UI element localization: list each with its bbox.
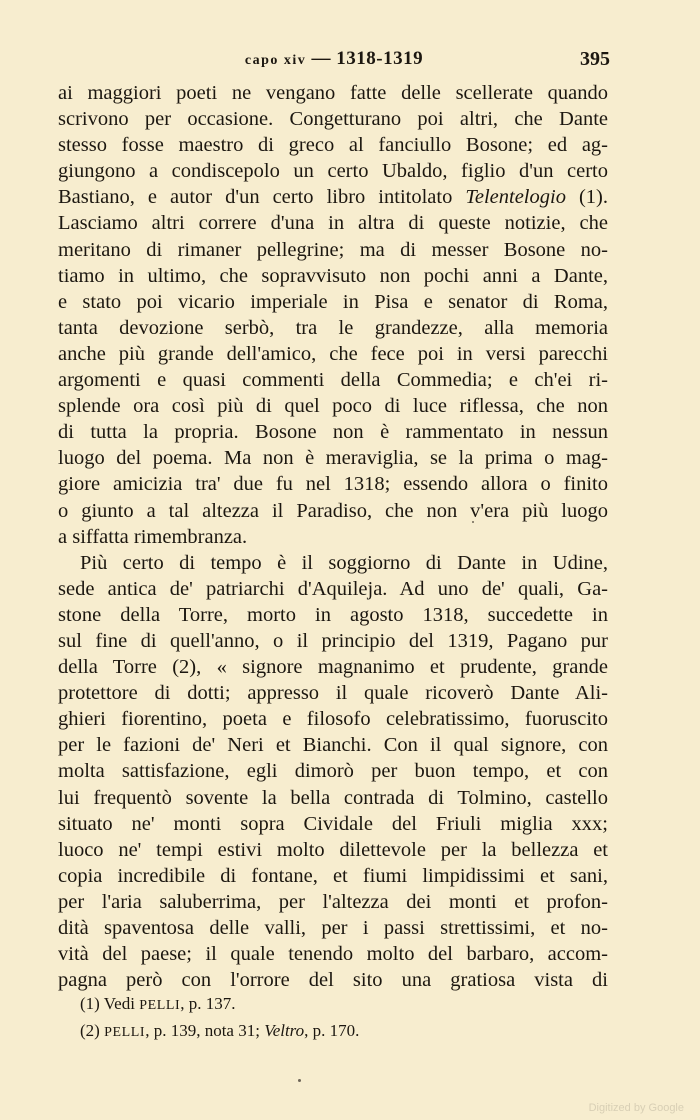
- text-line-with-title: [58, 184, 608, 210]
- text-line: situato ne' monti sopra Cividale del Friuli miglia xxx;: [58, 812, 608, 835]
- text-line: della Torre (2), « signore magnanimo et prudente, grande: [58, 656, 608, 679]
- footnote-ref: (1).: [565, 186, 608, 209]
- text-line: vità del paese; il quale tenendo molto del barbaro, accom-: [58, 943, 608, 966]
- text-line: tanta devozione serbò, tra le grandezze, alla memoria: [58, 316, 608, 339]
- text-segment: Bastiano, e autor d'un certo libro intitolato: [58, 186, 466, 209]
- footnotes: [80, 990, 600, 1044]
- text-line: o giunto a tal altezza il Paradiso, che non v'era più luogo: [58, 499, 608, 522]
- footnote-text: , p. 137.: [180, 994, 236, 1013]
- text-line: sul fine di quell'anno, o il principio del 1319, Pagano pur: [58, 629, 608, 652]
- text-line: anche più grande dell'amico, che fece poi in versi parecchi: [58, 342, 608, 365]
- text-line: protettore di dotti; appresso il quale ricoverò Dante Ali-: [58, 682, 608, 705]
- text-line: lui frequentò sovente la bella contrada di Tolmino, castello: [58, 786, 608, 809]
- text-line: stone della Torre, morto in agosto 1318, succedette in: [58, 603, 608, 626]
- footnote-text: Vedi: [99, 994, 140, 1013]
- page-number: 395: [580, 48, 610, 70]
- text-line: tiamo in ultimo, che sopravvisuto non pochi anni a Dante,: [58, 264, 608, 287]
- text-line: splende ora così più di quel poco di luce riflessa, che non: [58, 395, 608, 418]
- book-title-italic: Telentelogio: [465, 186, 566, 209]
- years-label: 1318-1319: [336, 48, 424, 69]
- text-line: per l'aria saluberrima, per l'altezza dei monti et profon-: [58, 890, 608, 913]
- footnote-mark: (2): [80, 1021, 100, 1040]
- text-line: di tutta la propria. Bosone non è rammentato in nessun: [58, 421, 608, 444]
- chapter-label: capo xiv: [244, 53, 307, 68]
- running-title: [58, 48, 610, 70]
- text-line: luogo del poema. Ma non è meraviglia, se la prima o mag-: [58, 447, 608, 470]
- paragraph-start-line: Più certo di tempo è il soggiorno di Dante in Udine,: [80, 551, 608, 574]
- text-line: meritano di rimaner pellegrine; ma di messer Bosone no-: [58, 238, 608, 261]
- footnote-text: , p. 170.: [304, 1021, 360, 1040]
- text-line: per le fazioni de' Neri et Bianchi. Con il qual signore, con: [58, 734, 608, 757]
- footnote-italic-title: Veltro: [264, 1021, 305, 1040]
- title-dash: —: [306, 48, 337, 69]
- text-line: luoco ne' tempi estivi molto dilettevole per la bellezza et: [58, 838, 608, 861]
- text-line: copia incredibile di fontane, et fiumi limpidissimi et sani,: [58, 864, 608, 887]
- text-line: sede antica de' patriarchi d'Aquileja. Ad uno de' quali, Ga-: [58, 577, 608, 600]
- paragraph-end-line: a siffatta rimembranza.: [58, 525, 248, 548]
- text-line: stesso fosse maestro di greco al fanciullo Bosone; ed ag-: [58, 134, 608, 157]
- text-line: dità spaventosa delle valli, per i passi strettissimi, et no-: [58, 917, 608, 939]
- text-line: molta sattisfazione, egli dimorò per buon tempo, et con: [58, 760, 608, 783]
- text-line: giore amicizia tra' due fu nel 1318; essendo allora o finito: [58, 473, 608, 496]
- footnote-mark: (1): [80, 994, 100, 1013]
- text-line: scrivono per occasione. Congetturano poi altri, che Dante: [58, 108, 608, 131]
- footnote-author: PELLI: [104, 1025, 146, 1040]
- footnote-1: [80, 990, 600, 1017]
- print-speck: [472, 521, 474, 523]
- print-speck: [298, 1079, 301, 1082]
- text-line: pagna però con l'orrore del sito una gratiosa vista di: [58, 969, 608, 992]
- footnote-author: PELLI: [139, 998, 181, 1013]
- text-line: Lasciamo altri correre d'una in altra di queste notizie, che: [58, 212, 608, 235]
- running-head: [58, 48, 610, 78]
- text-line: ai maggiori poeti ne vengano fatte delle scellerate quando: [58, 82, 608, 104]
- scan-watermark: Digitized by Google: [588, 1102, 684, 1114]
- body-text: [58, 80, 608, 993]
- text-line: argomenti e quasi commenti della Commedia; e ch'ei ri-: [58, 369, 608, 392]
- text-line: ghieri fiorentino, poeta e filosofo celebratissimo, fuoruscito: [58, 708, 608, 731]
- footnote-text: , p. 139, nota 31;: [145, 1021, 265, 1040]
- text-line: giungono a condiscepolo un certo Ubaldo, figlio d'un certo: [58, 160, 608, 183]
- footnote-2: [80, 1017, 600, 1044]
- text-line: e stato poi vicario imperiale in Pisa e senator di Roma,: [58, 290, 608, 313]
